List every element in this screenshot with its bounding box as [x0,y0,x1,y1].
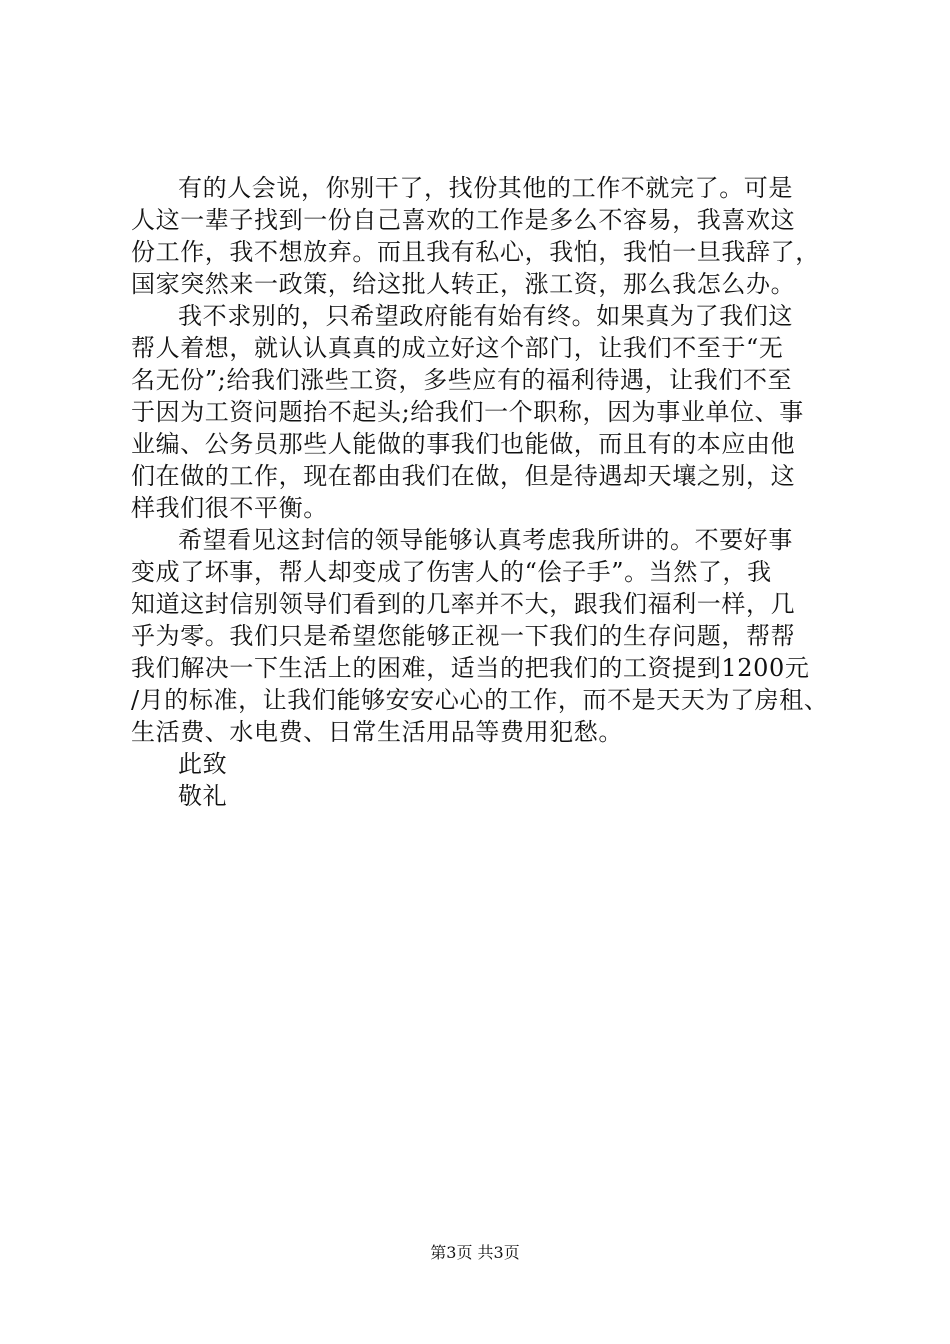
text-line: 变成了坏事，帮人却变成了伤害人的“侩子手”。当然了，我 [131,558,772,586]
closing-regards: 敬礼 [178,782,228,810]
text-line: 样我们很不平衡。 [131,494,328,522]
text-line: 知道这封信别领导们看到的几率并不大，跟我们福利一样，几 [131,590,796,618]
text-line: 于因为工资问题抬不起头;给我们一个职称，因为事业单位、事 [131,398,804,426]
text-line: 希望看见这封信的领导能够认真考虑我所讲的。不要好事 [178,526,793,554]
text-line: 我们解决一下生活上的困难，适当的把我们的工资提到1200元 [131,654,810,682]
text-line: 业编、公务员那些人能做的事我们也能做，而且有的本应由他 [131,430,796,458]
text-line: 乎为零。我们只是希望您能够正视一下我们的生存问题，帮帮 [131,622,796,650]
text-line: 国家突然来一政策，给这批人转正，涨工资，那么我怎么办。 [131,270,796,298]
text-line: 份工作，我不想放弃。而且我有私心，我怕，我怕一旦我辞了， [131,238,820,266]
text-line: 生活费、水电费、日常生活用品等费用犯愁。 [131,718,623,746]
text-line: 我不求别的，只希望政府能有始有终。如果真为了我们这 [178,302,793,330]
letter-body [131,172,829,812]
closing-salutation: 此致 [178,750,228,778]
text-line: 们在做的工作，现在都由我们在做，但是待遇却天壤之别，这 [131,462,796,490]
page-number-footer: 第3页 共3页 [430,1243,520,1262]
text-line: 名无份”;给我们涨些工资，多些应有的福利待遇，让我们不至 [131,366,793,394]
text-line: /月的标准，让我们能够安安心心的工作，而不是天天为了房租、 [131,686,829,714]
text-line: 有的人会说，你别干了，找份其他的工作不就完了。可是 [178,174,793,202]
text-line: 人这一辈子找到一份自己喜欢的工作是多么不容易，我喜欢这 [131,206,796,234]
text-line: 帮人着想，就认认真真的成立好这个部门，让我们不至于“无 [131,334,784,362]
